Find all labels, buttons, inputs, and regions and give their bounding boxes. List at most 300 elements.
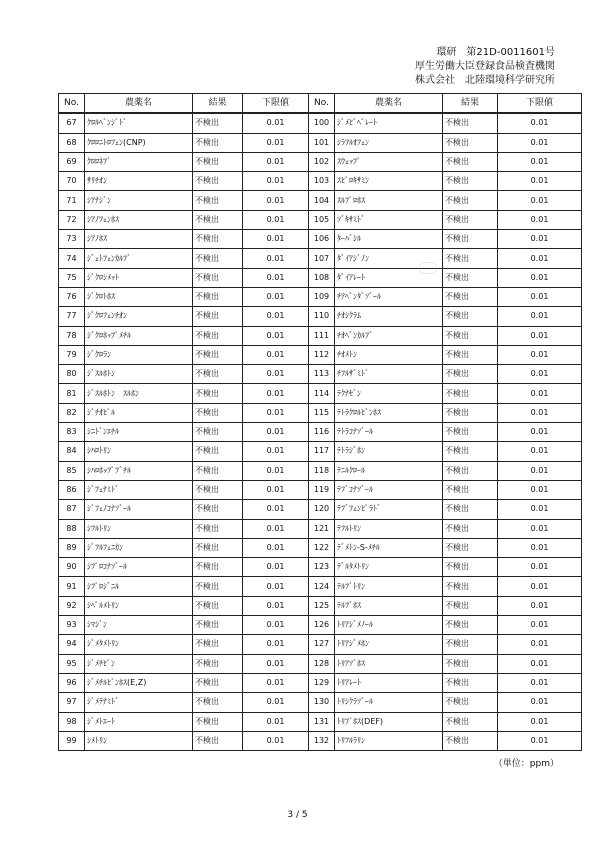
cell-no: 98 bbox=[59, 712, 85, 731]
cell-no: 67 bbox=[59, 113, 85, 133]
cell-limit: 0.01 bbox=[243, 616, 309, 635]
cell-result: 不検出 bbox=[443, 345, 498, 364]
cell-pesticide: ﾁｱﾍﾞﾝﾀﾞｿﾞｰﾙ bbox=[335, 287, 443, 306]
cell-pesticide: ｸﾛﾛﾆﾄﾛﾌｪﾝ(CNP) bbox=[85, 133, 193, 152]
cell-pesticide: ｼﾌﾟﾛｼﾞﾆﾙ bbox=[85, 577, 193, 596]
table-row bbox=[59, 654, 582, 673]
cell-limit: 0.01 bbox=[243, 230, 309, 249]
table-row bbox=[59, 133, 582, 152]
cell-pesticide: ｽﾋﾟﾛｷｻﾐﾝ bbox=[335, 172, 443, 191]
cell-no: 103 bbox=[309, 172, 335, 191]
cell-limit: 0.01 bbox=[498, 365, 582, 384]
cell-pesticide: ｼﾞﾒﾁﾙﾋﾞﾝﾎｽ(E,Z) bbox=[85, 673, 193, 692]
cell-no: 114 bbox=[309, 384, 335, 403]
cell-limit: 0.01 bbox=[498, 712, 582, 731]
cell-no: 72 bbox=[59, 210, 85, 229]
cell-no: 120 bbox=[309, 500, 335, 519]
cell-pesticide: ｸﾛﾙﾍﾞﾝｼﾞﾄﾞ bbox=[85, 113, 193, 133]
cell-no: 91 bbox=[59, 577, 85, 596]
cell-limit: 0.01 bbox=[243, 519, 309, 538]
cell-no: 125 bbox=[309, 596, 335, 615]
cell-no: 115 bbox=[309, 403, 335, 422]
cell-no: 122 bbox=[309, 538, 335, 557]
cell-limit: 0.01 bbox=[243, 596, 309, 615]
table-row bbox=[59, 326, 582, 345]
cell-no: 109 bbox=[309, 287, 335, 306]
column-header-limit: 下限値 bbox=[498, 94, 582, 114]
cell-result: 不検出 bbox=[443, 558, 498, 577]
cell-pesticide: ｼﾞｸﾛﾗﾝ bbox=[85, 345, 193, 364]
cell-pesticide: ﾃﾌﾙﾄﾘﾝ bbox=[335, 519, 443, 538]
cell-pesticide: ﾃﾆﾙｸﾛｰﾙ bbox=[335, 461, 443, 480]
cell-limit: 0.01 bbox=[243, 442, 309, 461]
column-header-no: No. bbox=[59, 94, 85, 114]
cell-no: 127 bbox=[309, 635, 335, 654]
cell-result: 不検出 bbox=[193, 423, 243, 442]
cell-pesticide: ﾃﾄﾗｺﾅｿﾞｰﾙ bbox=[335, 423, 443, 442]
cell-result: 不検出 bbox=[193, 210, 243, 229]
table-row bbox=[59, 403, 582, 422]
cell-limit: 0.01 bbox=[498, 403, 582, 422]
cell-limit: 0.01 bbox=[243, 712, 309, 731]
table-row bbox=[59, 172, 582, 191]
pesticide-results-table bbox=[58, 93, 582, 751]
table-row bbox=[59, 307, 582, 326]
cell-result: 不検出 bbox=[443, 519, 498, 538]
table-row bbox=[59, 345, 582, 364]
cell-result: 不検出 bbox=[443, 616, 498, 635]
table-header-row bbox=[59, 94, 582, 114]
cell-pesticide: ﾃﾙﾌﾞﾄﾘﾝ bbox=[335, 577, 443, 596]
cell-no: 123 bbox=[309, 558, 335, 577]
table-row bbox=[59, 577, 582, 596]
cell-pesticide: ｿﾞｷｻﾐﾄﾞ bbox=[335, 210, 443, 229]
cell-limit: 0.01 bbox=[498, 635, 582, 654]
cell-no: 130 bbox=[309, 693, 335, 712]
cell-limit: 0.01 bbox=[243, 133, 309, 152]
cell-limit: 0.01 bbox=[243, 191, 309, 210]
cell-limit: 0.01 bbox=[243, 365, 309, 384]
cell-result: 不検出 bbox=[193, 538, 243, 557]
cell-result: 不検出 bbox=[193, 654, 243, 673]
table-row bbox=[59, 673, 582, 692]
cell-no: 100 bbox=[309, 113, 335, 133]
cell-result: 不検出 bbox=[193, 712, 243, 731]
table-row bbox=[59, 249, 582, 268]
cell-limit: 0.01 bbox=[243, 384, 309, 403]
table-row bbox=[59, 635, 582, 654]
cell-no: 75 bbox=[59, 268, 85, 287]
cell-pesticide: ｽﾙﾌﾟﾛﾎｽ bbox=[335, 191, 443, 210]
cell-no: 111 bbox=[309, 326, 335, 345]
column-header-result: 結果 bbox=[193, 94, 243, 114]
cell-no: 105 bbox=[309, 210, 335, 229]
cell-no: 69 bbox=[59, 152, 85, 171]
cell-limit: 0.01 bbox=[243, 635, 309, 654]
cell-limit: 0.01 bbox=[243, 403, 309, 422]
cell-pesticide: ｼﾞｸﾛｼﾒｯﾄ bbox=[85, 268, 193, 287]
cell-result: 不検出 bbox=[443, 731, 498, 750]
column-header-limit: 下限値 bbox=[243, 94, 309, 114]
table-row bbox=[59, 712, 582, 731]
cell-limit: 0.01 bbox=[498, 577, 582, 596]
lab-registration: 厚生労働大臣登録食品検査機関 bbox=[415, 61, 555, 72]
cell-result: 不検出 bbox=[193, 172, 243, 191]
cell-pesticide: ｼﾌﾙﾄﾘﾝ bbox=[85, 519, 193, 538]
cell-result: 不検出 bbox=[443, 365, 498, 384]
cell-limit: 0.01 bbox=[243, 500, 309, 519]
cell-no: 84 bbox=[59, 442, 85, 461]
cell-result: 不検出 bbox=[443, 307, 498, 326]
cell-no: 118 bbox=[309, 461, 335, 480]
cell-limit: 0.01 bbox=[498, 693, 582, 712]
cell-result: 不検出 bbox=[443, 500, 498, 519]
cell-limit: 0.01 bbox=[498, 268, 582, 287]
column-header-no: No. bbox=[309, 94, 335, 114]
cell-no: 76 bbox=[59, 287, 85, 306]
cell-no: 128 bbox=[309, 654, 335, 673]
cell-pesticide: ｼﾞｸﾛﾌｪﾝﾁｵﾝ bbox=[85, 307, 193, 326]
faint-mark bbox=[420, 262, 436, 274]
cell-pesticide: ｼﾍﾟﾙﾒﾄﾘﾝ bbox=[85, 596, 193, 615]
cell-no: 70 bbox=[59, 172, 85, 191]
cell-no: 117 bbox=[309, 442, 335, 461]
cell-result: 不検出 bbox=[443, 210, 498, 229]
cell-limit: 0.01 bbox=[498, 423, 582, 442]
cell-result: 不検出 bbox=[443, 172, 498, 191]
cell-pesticide: ｼﾏｼﾞﾝ bbox=[85, 616, 193, 635]
cell-limit: 0.01 bbox=[498, 326, 582, 345]
cell-limit: 0.01 bbox=[243, 654, 309, 673]
cell-result: 不検出 bbox=[443, 423, 498, 442]
cell-result: 不検出 bbox=[443, 577, 498, 596]
cell-result: 不検出 bbox=[193, 442, 243, 461]
cell-result: 不検出 bbox=[193, 461, 243, 480]
cell-pesticide: ｼﾊﾛﾄﾘﾝ bbox=[85, 442, 193, 461]
cell-result: 不検出 bbox=[443, 712, 498, 731]
table-row bbox=[59, 596, 582, 615]
cell-pesticide: ｼﾞｽﾙﾎﾄﾝ bbox=[85, 365, 193, 384]
cell-no: 116 bbox=[309, 423, 335, 442]
cell-limit: 0.01 bbox=[498, 230, 582, 249]
table-row bbox=[59, 113, 582, 133]
table-row bbox=[59, 152, 582, 171]
table-row bbox=[59, 210, 582, 229]
cell-result: 不検出 bbox=[193, 133, 243, 152]
column-header-result: 結果 bbox=[443, 94, 498, 114]
column-header-pesticide: 農薬名 bbox=[85, 94, 193, 114]
table-row bbox=[59, 365, 582, 384]
cell-result: 不検出 bbox=[443, 442, 498, 461]
cell-result: 不検出 bbox=[193, 384, 243, 403]
cell-pesticide: ﾃｸﾅｾﾞﾝ bbox=[335, 384, 443, 403]
cell-pesticide: ｻﾘﾁｵﾝ bbox=[85, 172, 193, 191]
cell-limit: 0.01 bbox=[243, 287, 309, 306]
table-row bbox=[59, 287, 582, 306]
cell-result: 不検出 bbox=[193, 519, 243, 538]
column-header-pesticide: 農薬名 bbox=[335, 94, 443, 114]
cell-no: 97 bbox=[59, 693, 85, 712]
cell-pesticide: ｼﾞｽﾙﾎﾄﾝ ｽﾙﾎﾝ bbox=[85, 384, 193, 403]
cell-no: 92 bbox=[59, 596, 85, 615]
cell-limit: 0.01 bbox=[498, 133, 582, 152]
cell-result: 不検出 bbox=[443, 152, 498, 171]
cell-result: 不検出 bbox=[443, 693, 498, 712]
cell-limit: 0.01 bbox=[498, 442, 582, 461]
cell-limit: 0.01 bbox=[498, 558, 582, 577]
cell-result: 不検出 bbox=[443, 113, 498, 133]
cell-pesticide: ｼﾞﾒﾋﾟﾍﾞﾚｰﾄ bbox=[335, 113, 443, 133]
cell-no: 95 bbox=[59, 654, 85, 673]
cell-no: 82 bbox=[59, 403, 85, 422]
cell-result: 不検出 bbox=[193, 230, 243, 249]
cell-pesticide: ｼﾞﾒﾄｴｰﾄ bbox=[85, 712, 193, 731]
cell-pesticide: ﾃﾌﾞｺﾅｿﾞｰﾙ bbox=[335, 480, 443, 499]
table-row bbox=[59, 616, 582, 635]
table-row bbox=[59, 538, 582, 557]
cell-limit: 0.01 bbox=[498, 731, 582, 750]
cell-no: 73 bbox=[59, 230, 85, 249]
cell-result: 不検出 bbox=[443, 538, 498, 557]
cell-limit: 0.01 bbox=[498, 172, 582, 191]
cell-limit: 0.01 bbox=[498, 654, 582, 673]
cell-limit: 0.01 bbox=[498, 307, 582, 326]
cell-result: 不検出 bbox=[193, 616, 243, 635]
cell-no: 131 bbox=[309, 712, 335, 731]
cell-pesticide: ｼﾞﾒﾁﾋﾟﾝ bbox=[85, 654, 193, 673]
cell-pesticide: ｼｱﾅｼﾞﾝ bbox=[85, 191, 193, 210]
cell-limit: 0.01 bbox=[498, 210, 582, 229]
cell-pesticide: ﾄﾘｱｼﾞﾒﾎﾝ bbox=[335, 635, 443, 654]
table-row bbox=[59, 500, 582, 519]
cell-result: 不検出 bbox=[193, 673, 243, 692]
cell-pesticide: ﾃﾄﾗｼﾞﾎﾝ bbox=[335, 442, 443, 461]
cell-no: 126 bbox=[309, 616, 335, 635]
cell-pesticide: ｼﾆﾄﾞﾝｴﾁﾙ bbox=[85, 423, 193, 442]
cell-pesticide: ﾁﾌﾙｻﾞﾐﾄﾞ bbox=[335, 365, 443, 384]
cell-no: 107 bbox=[309, 249, 335, 268]
cell-result: 不検出 bbox=[193, 480, 243, 499]
cell-pesticide: ｼｱﾉﾎｽ bbox=[85, 230, 193, 249]
cell-no: 81 bbox=[59, 384, 85, 403]
cell-pesticide: ﾄﾘｱﾚｰﾄ bbox=[335, 673, 443, 692]
cell-limit: 0.01 bbox=[243, 210, 309, 229]
cell-pesticide: ﾃﾙﾌﾞﾎｽ bbox=[335, 596, 443, 615]
cell-limit: 0.01 bbox=[498, 616, 582, 635]
cell-pesticide: ﾃﾌﾞﾌｪﾝﾋﾟﾗﾄﾞ bbox=[335, 500, 443, 519]
cell-result: 不検出 bbox=[443, 403, 498, 422]
cell-pesticide: ｼﾒﾄﾘﾝ bbox=[85, 731, 193, 750]
cell-result: 不検出 bbox=[193, 326, 243, 345]
cell-no: 104 bbox=[309, 191, 335, 210]
cell-result: 不検出 bbox=[193, 287, 243, 306]
cell-no: 106 bbox=[309, 230, 335, 249]
cell-pesticide: ﾀｰﾊﾞｼﾙ bbox=[335, 230, 443, 249]
cell-limit: 0.01 bbox=[243, 673, 309, 692]
cell-pesticide: ｼﾞﾌｪﾅﾐﾄﾞ bbox=[85, 480, 193, 499]
cell-no: 74 bbox=[59, 249, 85, 268]
cell-result: 不検出 bbox=[443, 287, 498, 306]
cell-no: 101 bbox=[309, 133, 335, 152]
cell-limit: 0.01 bbox=[498, 287, 582, 306]
cell-pesticide: ｼﾞﾌｪﾉｺﾅｿﾞｰﾙ bbox=[85, 500, 193, 519]
cell-no: 83 bbox=[59, 423, 85, 442]
cell-limit: 0.01 bbox=[243, 423, 309, 442]
cell-no: 99 bbox=[59, 731, 85, 750]
table-row bbox=[59, 268, 582, 287]
cell-result: 不検出 bbox=[443, 635, 498, 654]
cell-result: 不検出 bbox=[443, 673, 498, 692]
cell-no: 89 bbox=[59, 538, 85, 557]
unit-note: （単位：ppm） bbox=[493, 759, 559, 769]
cell-pesticide: ﾃﾞﾒﾄﾝ-S-ﾒﾁﾙ bbox=[335, 538, 443, 557]
cell-result: 不検出 bbox=[443, 268, 498, 287]
cell-result: 不検出 bbox=[193, 249, 243, 268]
cell-pesticide: ｼﾗﾌﾙｵﾌｪﾝ bbox=[335, 133, 443, 152]
cell-pesticide: ｸﾛﾛﾈﾌﾞ bbox=[85, 152, 193, 171]
cell-pesticide: ｼﾞﾒﾃﾅﾐﾄﾞ bbox=[85, 693, 193, 712]
cell-result: 不検出 bbox=[193, 558, 243, 577]
cell-no: 112 bbox=[309, 345, 335, 364]
cell-pesticide: ｼﾞﾁｵﾋﾟﾙ bbox=[85, 403, 193, 422]
cell-limit: 0.01 bbox=[243, 558, 309, 577]
cell-limit: 0.01 bbox=[498, 519, 582, 538]
cell-limit: 0.01 bbox=[498, 191, 582, 210]
cell-no: 90 bbox=[59, 558, 85, 577]
cell-pesticide: ﾁｵﾍﾞﾝｶﾙﾌﾞ bbox=[335, 326, 443, 345]
cell-no: 71 bbox=[59, 191, 85, 210]
cell-result: 不検出 bbox=[443, 654, 498, 673]
cell-no: 77 bbox=[59, 307, 85, 326]
cell-limit: 0.01 bbox=[243, 307, 309, 326]
table-row bbox=[59, 731, 582, 750]
cell-result: 不検出 bbox=[443, 249, 498, 268]
cell-pesticide: ｼﾞﾌﾙﾌｪﾆｶﾝ bbox=[85, 538, 193, 557]
cell-no: 132 bbox=[309, 731, 335, 750]
page-indicator: 3 / 5 bbox=[287, 810, 308, 820]
cell-no: 121 bbox=[309, 519, 335, 538]
cell-result: 不検出 bbox=[193, 500, 243, 519]
cell-limit: 0.01 bbox=[498, 152, 582, 171]
cell-limit: 0.01 bbox=[243, 731, 309, 750]
cell-pesticide: ｼﾌﾟﾛｺﾅｿﾞｰﾙ bbox=[85, 558, 193, 577]
cell-pesticide: ﾀﾞｲｱﾚｰﾄ bbox=[335, 268, 443, 287]
table-row bbox=[59, 558, 582, 577]
cell-pesticide: ﾃﾄﾗｸﾛﾙﾋﾞﾝﾎｽ bbox=[335, 403, 443, 422]
cell-pesticide: ｼｱﾉﾌｪﾝﾎｽ bbox=[85, 210, 193, 229]
cell-pesticide: ﾄﾘｱｼﾞﾒﾉｰﾙ bbox=[335, 616, 443, 635]
cell-no: 102 bbox=[309, 152, 335, 171]
cell-result: 不検出 bbox=[443, 596, 498, 615]
cell-limit: 0.01 bbox=[498, 384, 582, 403]
cell-limit: 0.01 bbox=[243, 693, 309, 712]
cell-limit: 0.01 bbox=[498, 596, 582, 615]
cell-result: 不検出 bbox=[193, 403, 243, 422]
table-row bbox=[59, 461, 582, 480]
cell-no: 119 bbox=[309, 480, 335, 499]
cell-result: 不検出 bbox=[193, 596, 243, 615]
cell-limit: 0.01 bbox=[498, 345, 582, 364]
cell-no: 94 bbox=[59, 635, 85, 654]
cell-limit: 0.01 bbox=[498, 113, 582, 133]
table-row bbox=[59, 230, 582, 249]
cell-pesticide: ｼﾞﾒﾀﾒﾄﾘﾝ bbox=[85, 635, 193, 654]
cell-result: 不検出 bbox=[193, 268, 243, 287]
cell-limit: 0.01 bbox=[498, 500, 582, 519]
cell-result: 不検出 bbox=[193, 693, 243, 712]
cell-pesticide: ﾄﾘｱｿﾞﾎｽ bbox=[335, 654, 443, 673]
cell-pesticide: ﾄﾘﾌﾞﾎｽ(DEF) bbox=[335, 712, 443, 731]
cell-limit: 0.01 bbox=[243, 538, 309, 557]
cell-no: 80 bbox=[59, 365, 85, 384]
cell-limit: 0.01 bbox=[243, 326, 309, 345]
cell-no: 78 bbox=[59, 326, 85, 345]
cell-no: 93 bbox=[59, 616, 85, 635]
cell-result: 不検出 bbox=[443, 230, 498, 249]
cell-limit: 0.01 bbox=[498, 461, 582, 480]
cell-pesticide: ﾄﾘﾌﾙﾗﾘﾝ bbox=[335, 731, 443, 750]
cell-result: 不検出 bbox=[193, 345, 243, 364]
cell-result: 不検出 bbox=[193, 577, 243, 596]
table-row bbox=[59, 423, 582, 442]
cell-result: 不検出 bbox=[193, 113, 243, 133]
cell-no: 68 bbox=[59, 133, 85, 152]
cell-pesticide: ｼﾊﾛﾎｯﾌﾟﾌﾞﾁﾙ bbox=[85, 461, 193, 480]
cell-pesticide: ｼﾞｸﾛﾎｯﾌﾟﾒﾁﾙ bbox=[85, 326, 193, 345]
company-name: 株式会社 北陸環境科学研究所 bbox=[415, 75, 555, 86]
cell-no: 85 bbox=[59, 461, 85, 480]
cell-no: 88 bbox=[59, 519, 85, 538]
table-row bbox=[59, 442, 582, 461]
cell-limit: 0.01 bbox=[243, 152, 309, 171]
cell-no: 87 bbox=[59, 500, 85, 519]
cell-result: 不検出 bbox=[443, 480, 498, 499]
cell-result: 不検出 bbox=[193, 365, 243, 384]
cell-pesticide: ﾁｵﾒﾄﾝ bbox=[335, 345, 443, 364]
cell-result: 不検出 bbox=[443, 191, 498, 210]
table-row bbox=[59, 384, 582, 403]
report-number: 環研 第21D-0011601号 bbox=[436, 47, 555, 58]
cell-limit: 0.01 bbox=[243, 345, 309, 364]
cell-no: 124 bbox=[309, 577, 335, 596]
cell-result: 不検出 bbox=[193, 307, 243, 326]
cell-no: 110 bbox=[309, 307, 335, 326]
cell-result: 不検出 bbox=[193, 731, 243, 750]
cell-no: 96 bbox=[59, 673, 85, 692]
cell-pesticide: ﾁｵｼｸﾗﾑ bbox=[335, 307, 443, 326]
cell-pesticide: ｼﾞｸﾛﾄﾎｽ bbox=[85, 287, 193, 306]
cell-limit: 0.01 bbox=[498, 538, 582, 557]
cell-limit: 0.01 bbox=[243, 577, 309, 596]
cell-limit: 0.01 bbox=[498, 249, 582, 268]
cell-limit: 0.01 bbox=[498, 673, 582, 692]
cell-limit: 0.01 bbox=[243, 113, 309, 133]
cell-limit: 0.01 bbox=[243, 249, 309, 268]
cell-pesticide: ﾄﾘｼｸﾗｿﾞｰﾙ bbox=[335, 693, 443, 712]
cell-no: 86 bbox=[59, 480, 85, 499]
cell-no: 79 bbox=[59, 345, 85, 364]
cell-no: 113 bbox=[309, 365, 335, 384]
table-row bbox=[59, 693, 582, 712]
cell-pesticide: ｼﾞｪﾄﾌｪﾝｶﾙﾌﾞ bbox=[85, 249, 193, 268]
cell-limit: 0.01 bbox=[498, 480, 582, 499]
cell-limit: 0.01 bbox=[243, 172, 309, 191]
cell-result: 不検出 bbox=[443, 461, 498, 480]
cell-limit: 0.01 bbox=[243, 480, 309, 499]
cell-pesticide: ﾃﾞﾙﾀﾒﾄﾘﾝ bbox=[335, 558, 443, 577]
cell-result: 不検出 bbox=[443, 133, 498, 152]
cell-pesticide: ﾀﾞｲｱｼﾞﾉﾝ bbox=[335, 249, 443, 268]
